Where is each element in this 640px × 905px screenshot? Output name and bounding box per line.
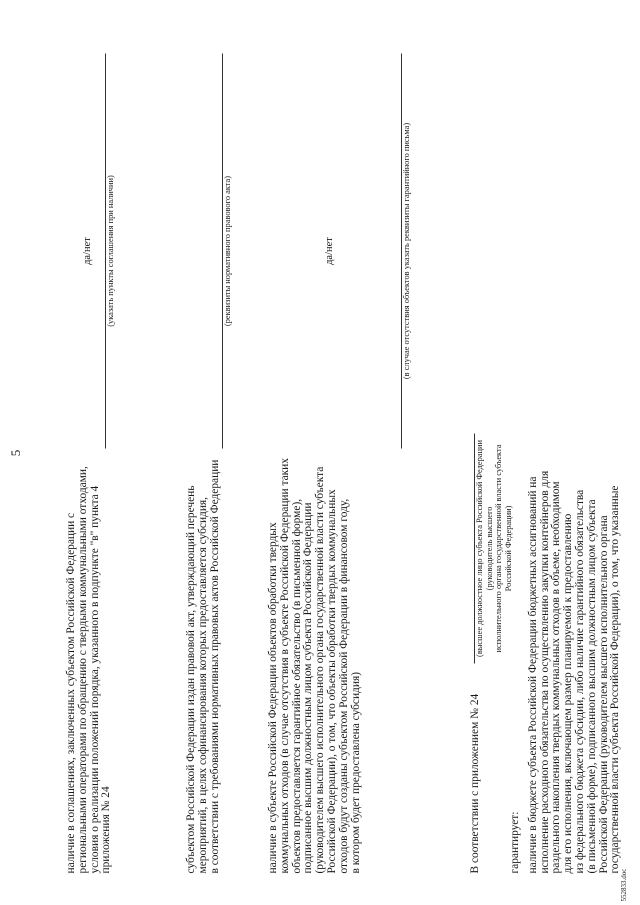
official-caption-line: исполнительного органа государственной власти субъекта Российской Федерации) bbox=[494, 444, 513, 652]
text-line: Российской Федерации (руководителем высшего исполнительного органа bbox=[597, 514, 610, 873]
text-line: отходов будут созданы субъектом Российской Федерации в финансовом году, bbox=[337, 498, 350, 873]
text-line: объектов предоставляется гарантийное обязательство (в письменной форме), bbox=[290, 498, 303, 873]
criterion-text bbox=[65, 465, 186, 873]
text-line: (руководителем высшего исполнительного органа государственной власти субъекта bbox=[314, 466, 327, 873]
text-line: коммунальных отходов (в случае отсутствия в субъекте Российской Федерации таких bbox=[278, 457, 291, 873]
text-line: подписанное высшим должностным лицом субъекта Российской Федерации bbox=[302, 502, 315, 873]
answer-cell bbox=[268, 53, 430, 448]
document-code: 552833.doc bbox=[620, 868, 628, 901]
criterion-text bbox=[267, 457, 430, 873]
text-line: государственной власти субъекта Российской Федерации), о том, что указанные bbox=[609, 485, 622, 873]
text-line: для его исполнения, включающем размер планируемой к предоставлению bbox=[562, 513, 575, 873]
official-caption-line: (высшее должностное лицо субъекта Российской Федерации (руководитель высшего bbox=[475, 439, 494, 657]
official-signature-field bbox=[456, 433, 513, 663]
answer-cell bbox=[66, 53, 186, 448]
guarantee-label: гарантирует: bbox=[509, 811, 521, 873]
field-caption: (в случае отсутствия объектов указать реквизиты гарантийного письма) bbox=[402, 122, 411, 379]
answer-yes-no: да/нет bbox=[324, 236, 335, 265]
text-line: наличие в соглашениях, заключенных субъектом Российской Федерации с bbox=[65, 512, 77, 873]
criterion-row bbox=[186, 53, 268, 873]
text-line: в соответствии с требованиями нормативных правовых актов Российской Федерации bbox=[208, 459, 221, 873]
field-caption: (реквизиты нормативного правового акта) bbox=[223, 175, 232, 326]
text-line: (в письменной форме), подписанного высшим должностным лицом субъекта bbox=[585, 498, 598, 873]
criteria-table bbox=[66, 53, 640, 873]
guarantee-text bbox=[510, 373, 640, 873]
text-line: исполнение расходного обязательства по осуществлению закупки контейнеров для bbox=[538, 470, 551, 873]
text-line: субъектом Российской Федерации издан правовой акт, утверждающий перечень bbox=[185, 485, 197, 873]
text-line: приложения № 24 bbox=[100, 785, 113, 873]
text-line: региональными операторами по обращению с твердыми коммунальными отходами, bbox=[76, 465, 89, 873]
guarantee-row bbox=[510, 53, 640, 873]
answer-cell bbox=[186, 53, 268, 448]
text-line: наличие в субъекте Российской Федерации объектов обработки твердых bbox=[267, 521, 279, 873]
text-line: в котором будет предоставлена субсидия) bbox=[349, 671, 362, 873]
text-line: Российской Федерации), о том, что объекты обработки твердых коммунальных bbox=[325, 488, 338, 873]
compliance-row bbox=[456, 53, 513, 873]
field-caption: (указать пункты соглашения при наличии) bbox=[106, 174, 115, 327]
criterion-row bbox=[66, 53, 186, 873]
text-line: наличие в бюджете субъекта Российской Федерации бюджетных ассигнований на bbox=[526, 476, 539, 873]
page-number: 5 bbox=[8, 449, 23, 456]
text-line: условия о реализации положений порядка, указанного в подпункте "в" пункта 4 bbox=[88, 485, 101, 873]
answer-yes-no: да/нет bbox=[82, 236, 93, 265]
criterion-text bbox=[185, 459, 268, 873]
criterion-row bbox=[268, 53, 430, 873]
text-line: раздельного накопления твердых коммунальных отходов в объеме, необходимом bbox=[550, 480, 563, 873]
spacer bbox=[430, 53, 456, 873]
compliance-label: В соответствии с приложением № 24 bbox=[469, 693, 481, 873]
text-line: мероприятий, в целях софинансирования которых предоставляется субсидия, bbox=[196, 496, 209, 873]
text-line: из федерального бюджета субсидии, либо наличие гарантийного обязательства bbox=[573, 489, 586, 873]
